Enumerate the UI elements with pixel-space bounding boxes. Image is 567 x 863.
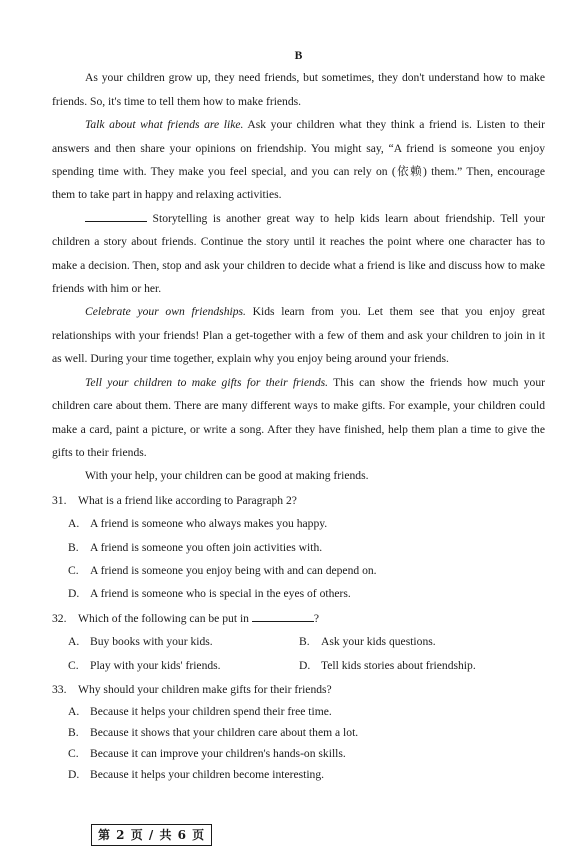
- option-letter: D.: [299, 658, 311, 672]
- paragraph-4-body: Kids learn from you. Let them see that you enjoy great relationships with your friends! Plan a get-together with a few of them and ask your children to join in it as well. During your time together, explain why you enjoy being around your friends.: [52, 305, 545, 366]
- option-letter: C.: [68, 563, 79, 577]
- option-32b[interactable]: [299, 630, 549, 653]
- question-33-block: [52, 678, 545, 785]
- paragraph-5: [52, 371, 545, 465]
- option-32c[interactable]: [68, 654, 299, 677]
- page-number-footer: 第 2 页 / 共 6 页: [91, 824, 212, 846]
- option-33c[interactable]: [52, 743, 545, 764]
- option-33d[interactable]: [52, 764, 545, 785]
- option-32a[interactable]: [68, 630, 299, 653]
- option-text: Because it helps your children spend their free time.: [90, 705, 332, 719]
- question-stem: Which of the following can be put in: [78, 611, 252, 625]
- question-33: [52, 678, 545, 701]
- options-32: [52, 630, 545, 677]
- paragraph-6: With your help, your children can be good at making friends.: [85, 469, 369, 483]
- option-33a[interactable]: [52, 701, 545, 722]
- option-letter: A.: [68, 635, 80, 649]
- option-text: Because it can improve your children's hands-on skills.: [90, 747, 346, 761]
- option-text: A friend is someone who is special in the eyes of others.: [90, 587, 351, 601]
- option-text: Because it shows that your children care about them a lot.: [90, 726, 359, 740]
- option-letter: A.: [68, 705, 80, 719]
- question-stem-end: ?: [313, 611, 320, 625]
- option-letter: C.: [68, 658, 79, 672]
- option-text: Ask your kids questions.: [321, 635, 436, 649]
- option-text: Buy books with your kids.: [90, 635, 213, 649]
- paragraph-2-lead: Talk about what friends are like.: [85, 118, 244, 132]
- option-text: Play with your kids' friends.: [90, 658, 221, 672]
- option-31a[interactable]: [52, 512, 545, 535]
- question-number: 32.: [52, 611, 67, 625]
- question-stem: What is a friend like according to Paragraph 2?: [78, 493, 297, 507]
- paragraph-5-body: This can show the friends how much your children care about them. There are many different ways to make gifts. For example, your children could make a card, paint a picture, or write a song. After they have finished, help them plan a time to give the gifts to their friends.: [52, 375, 545, 459]
- exam-page: [52, 44, 545, 785]
- answer-blank-reference: [252, 609, 314, 622]
- paragraph-5-lead: Tell your children to make gifts for their friends.: [85, 375, 329, 389]
- option-letter: D.: [68, 587, 80, 601]
- option-31b[interactable]: [52, 536, 545, 559]
- option-letter: B.: [68, 540, 79, 554]
- option-letter: D.: [68, 768, 80, 782]
- option-33b[interactable]: [52, 722, 545, 743]
- option-text: A friend is someone you enjoy being with and can depend on.: [90, 563, 377, 577]
- paragraph-1: As your children grow up, they need friends, but sometimes, they don't understand how to make friends. So, it's time to tell them how to make friends.: [52, 71, 545, 108]
- paragraph-3-body: Storytelling is another great way to help kids learn about friendship. Tell your children a story about friends. Continue the story until it reaches the point where one character has to make a decision. Then, stop and ask your children to decide what a friend is like and discuss how to make friends with him or her.: [52, 211, 545, 296]
- option-letter: A.: [68, 517, 80, 531]
- paragraph-4-lead: Celebrate your own friendships.: [85, 305, 246, 319]
- question-32: [52, 607, 545, 630]
- option-31c[interactable]: [52, 559, 545, 582]
- question-31: [52, 489, 545, 512]
- option-text: A friend is someone who always makes you happy.: [90, 517, 328, 531]
- option-text: Because it helps your children become interesting.: [90, 768, 325, 782]
- section-heading: B: [294, 49, 303, 62]
- answer-blank: [85, 209, 147, 222]
- paragraph-4: [52, 300, 545, 370]
- paragraph-3: [52, 207, 545, 301]
- option-31d[interactable]: [52, 582, 545, 605]
- option-32d[interactable]: [299, 654, 549, 677]
- paragraph-2: [52, 113, 545, 207]
- option-letter: C.: [68, 747, 79, 761]
- question-number: 33.: [52, 682, 67, 696]
- question-stem: Why should your children make gifts for their friends?: [78, 682, 332, 696]
- option-text: A friend is someone you often join activities with.: [90, 540, 323, 554]
- option-letter: B.: [299, 635, 310, 649]
- question-number: 31.: [52, 493, 67, 507]
- option-letter: B.: [68, 726, 79, 740]
- paragraph-2-body: Ask your children what they think a friend is. Listen to their answers and then share your opinions on friendship. You might say, “A friend is someone you enjoy spending time with. They make you feel special, and you can rely on (依赖) them.” Then, encourage them to take part in happy and relaxing activities.: [52, 118, 546, 202]
- option-text: Tell kids stories about friendship.: [321, 658, 476, 672]
